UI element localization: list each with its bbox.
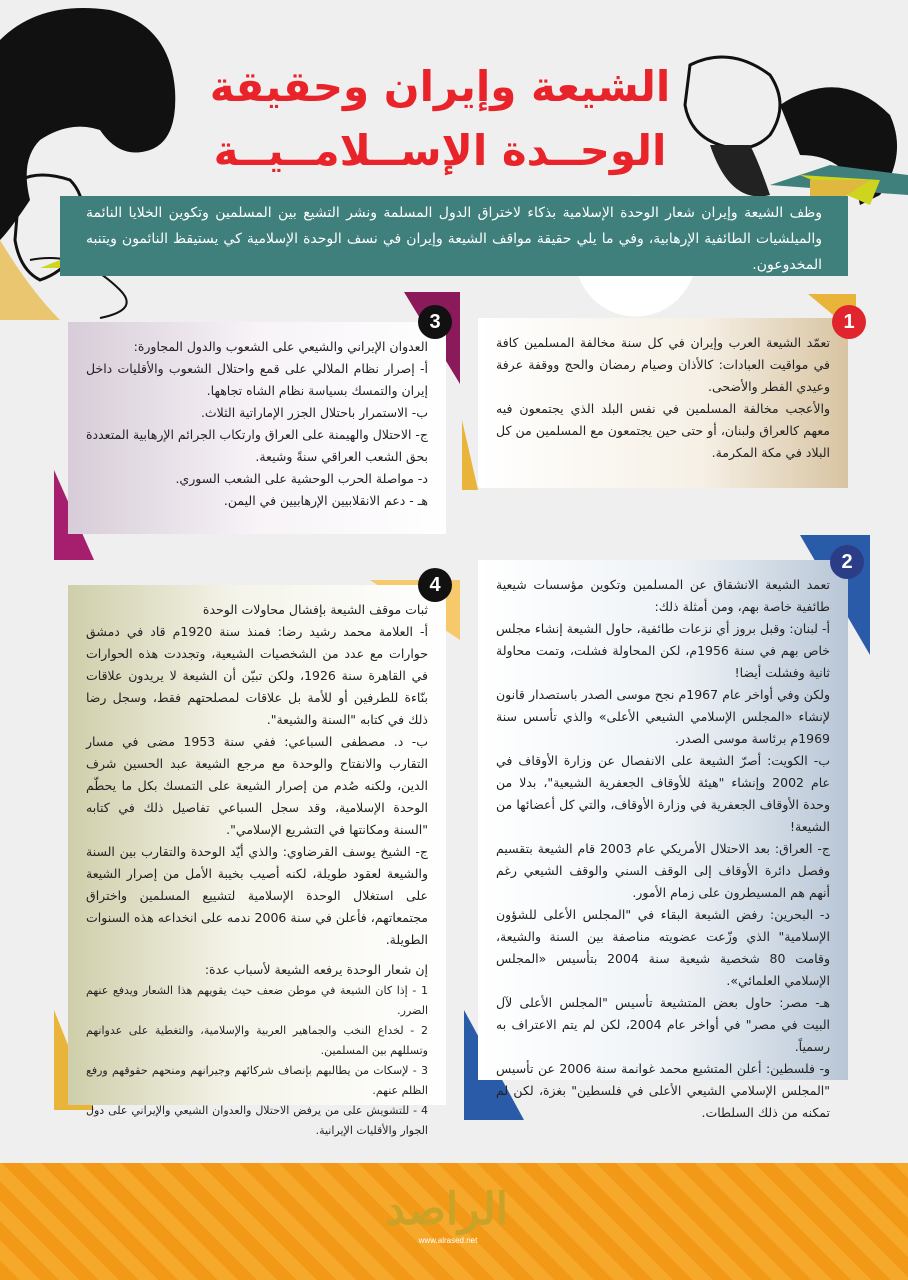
section-2-paragraph: و- فلسطين: أعلن المتشيع محمد غوانمة سنة 2006 عن تأسيس "المجلس الإسلامي الشيعي الأعلى في فلسطين" بغزة، لكن لم تمكنه من ذلك السلطات. [496, 1061, 831, 1120]
section-2-paragraph: تعمد الشيعة الانشقاق عن المسلمين وتكوين مؤسسات شيعية طائفية خاصة بهم، ومن أمثلة ذلك: [496, 577, 830, 614]
section-2-paragraph: أ- لبنان: وقبل بروز أي نزعات طائفية، حاول الشيعة إنشاء مجلس خاص بهم في سنة 1956م، لكن المحاولة فشلت، وتمت محاولة ثانية وفشلت أيضا! [496, 621, 830, 680]
intro-banner: وظف الشيعة وإيران شعار الوحدة الإسلامية بذكاء لاختراق الدول المسلمة ونشر التشيع بين المسلمين وتكوين الخلايا النائمة والميلشيات الطائفية الإرهابية، وفي ما يلي حقيقة مواقف الشيعة وإيران في نسف الوحدة الإسلامية كي يستيقظ النائمون ويتنبه المخدوعون. [60, 196, 848, 276]
section-2-paragraph: ب- الكويت: أصرّ الشيعة على الانفصال عن وزارة الأوقاف في عام 2002 وإنشاء "هيئة للأوقاف الجعفرية الشيعية"، بدلا من وحدة الأوقاف الجعفرية في وزارة الأوقاف، والتي كل أعضائها من الشيعة! [496, 753, 830, 834]
section-4-reason: 2 - لخداع النخب والجماهير العربية والإسلامية، والتغطية على عدوانهم وتسللهم بين المسلمين. [86, 1024, 428, 1057]
box1-corner-bottom [462, 420, 478, 490]
section-4-sub-heading: إن شعار الوحدة يرفعه الشيعة لأسباب عدة: [204, 962, 428, 977]
section-4-box [68, 585, 446, 1137]
section-2-number-badge: 2 [830, 545, 864, 579]
title-line-1: الشيعة وإيران وحقيقة [209, 62, 671, 111]
logo-wordmark: الراصد [385, 1184, 508, 1235]
site-logo [385, 1180, 508, 1260]
section-3-paragraph: ب- الاستمرار باحتلال الجزر الإماراتية الثلاث. [200, 405, 428, 420]
section-4-number-badge: 4 [418, 568, 452, 602]
section-4-paragraph: ج- الشيخ يوسف القرضاوي: والذي أيّد الوحدة والتقارب بين السنة والشيعة لعقود طويلة، لكنه أصيب بخيبة الأمل من إصرار الشيعة على استغلال الوحدة الإسلامية لتشييع المسلمين واختراق مجتمعاتهم، فأعلن في سنة 2006 ندمه على انخداعه هذه السنوات الطويلة. [86, 844, 429, 947]
section-3-paragraph: العدوان الإيراني والشيعي على الشعوب والدول المجاورة: [133, 339, 428, 354]
section-4-paragraph: أ- العلامة محمد رشيد رضا: فمنذ سنة 1920م قاد في دمشق حوارات مع عدد من الشخصيات الشيعية، وتجددت هذه الحوارات في القاهرة سنة 1926، ولكن تبيّن أن الشيعة لا يريدون علاقات بنّاءة للطرفين أو للأمة بل علاقات لمصلحتهم فقط، وسجل رضا ذلك في كتابه "السنة والشيعة". [86, 624, 429, 727]
section-1-number-badge: 1 [832, 305, 866, 339]
section-1-paragraph: والأعجب مخالفة المسلمين في نفس البلد الذي يجتمعون فيه معهم كالعراق ولبنان، أو حتى حين يجتمعون مع المسلمين من كل البلاد في مكة المكرمة. [496, 401, 830, 460]
section-2-paragraph: هـ- مصر: حاول بعض المتشيعة تأسيس "المجلس الأعلى لآل البيت في مصر" في أواخر عام 2004، لكن لم يتم الاعتراف به رسمياً. [496, 995, 831, 1054]
section-3-box [68, 322, 446, 534]
section-3-paragraph: د- مواصلة الحرب الوحشية على الشعب السوري. [175, 471, 428, 486]
section-4-reason: 3 - لإسكات من يطالبهم بإنصاف شركائهم وجيرانهم ومنحهم حقوقهم ورفع الظلم عنهم. [86, 1064, 428, 1097]
section-3-paragraph: أ- إصرار نظام الملالي على قمع واحتلال الشعوب والأقليات داخل إيران والتمسك بسياسة نظام الشاه تجاهها. [86, 361, 428, 398]
section-4-reason: 1 - إذا كان الشيعة في موطن ضعف حيث يقويهم هذا الشعار ويدفع عنهم الضرر. [86, 984, 428, 1017]
title-line-2: الوحــدة الإســلامــيــة [213, 126, 667, 175]
page-title [200, 55, 680, 183]
section-3-paragraph: هـ - دعم الانقلابيين الإرهابيين في اليمن. [223, 493, 428, 508]
section-2-paragraph: ولكن وفي أواخر عام 1967م نجح موسى الصدر باستصدار قانون لإنشاء «المجلس الإسلامي الشيعي الأعلى» والذي تأسس سنة 1969م برئاسة موسى الصدر. [496, 687, 830, 746]
section-1-paragraph: تعمّد الشيعة العرب وإيران في كل سنة مخالفة المسلمين كافة في مواقيت العبادات: كالأذان وصيام رمضان والحج ووقفة عرفة وعيدي الفطر والأضحى. [496, 335, 830, 394]
section-4-paragraph: ب- د. مصطفى السباعي: ففي سنة 1953 مضى في مسار التقارب والانفتاح والوحدة مع مرجع الشيعة عبد الحسين شرف الدين، ولكنه صُدم من إصرار الشيعة على التمسك بكل ما يحطّم الوحدة الإسلامية، وقد سجل السباعي تفاصيل ذلك في كتابه "السنة ومكانتها في التشريع الإسلامي". [86, 734, 428, 837]
section-2-box [478, 560, 848, 1120]
section-1-box [478, 318, 848, 488]
section-3-paragraph: ج- الاحتلال والهيمنة على العراق وارتكاب الجرائم الإرهابية المتعددة بحق الشعب العراقي سنةً وشيعة. [86, 427, 428, 464]
section-2-paragraph: ج- العراق: بعد الاحتلال الأمريكي عام 2003 قام الشيعة بتقسيم وفصل دائرة الأوقاف إلى الوقف السني والوقف الشيعي رغم أنهم هم المسيطرون على زمام الأمور. [496, 841, 830, 900]
section-4-paragraph: ثبات موقف الشيعة بإفشال محاولات الوحدة [202, 602, 428, 617]
section-2-paragraph: د- البحرين: رفض الشيعة البقاء في "المجلس الأعلى للشؤون الإسلامية" الذي وزّعت عضويته مناصفة بين السنة والشيعة، وقامت 80 شخصية شيعية سنة 2004 بتأسيس «المجلس الإسلامي العلمائي». [496, 907, 830, 988]
section-3-number-badge: 3 [418, 305, 452, 339]
section-4-reason: 4 - للتشويش على من يرفض الاحتلال والعدوان الشيعي والإيراني على دول الجوار والأقليات الإيرانية. [86, 1104, 428, 1137]
logo-url: www.alrased.net [418, 1236, 478, 1245]
